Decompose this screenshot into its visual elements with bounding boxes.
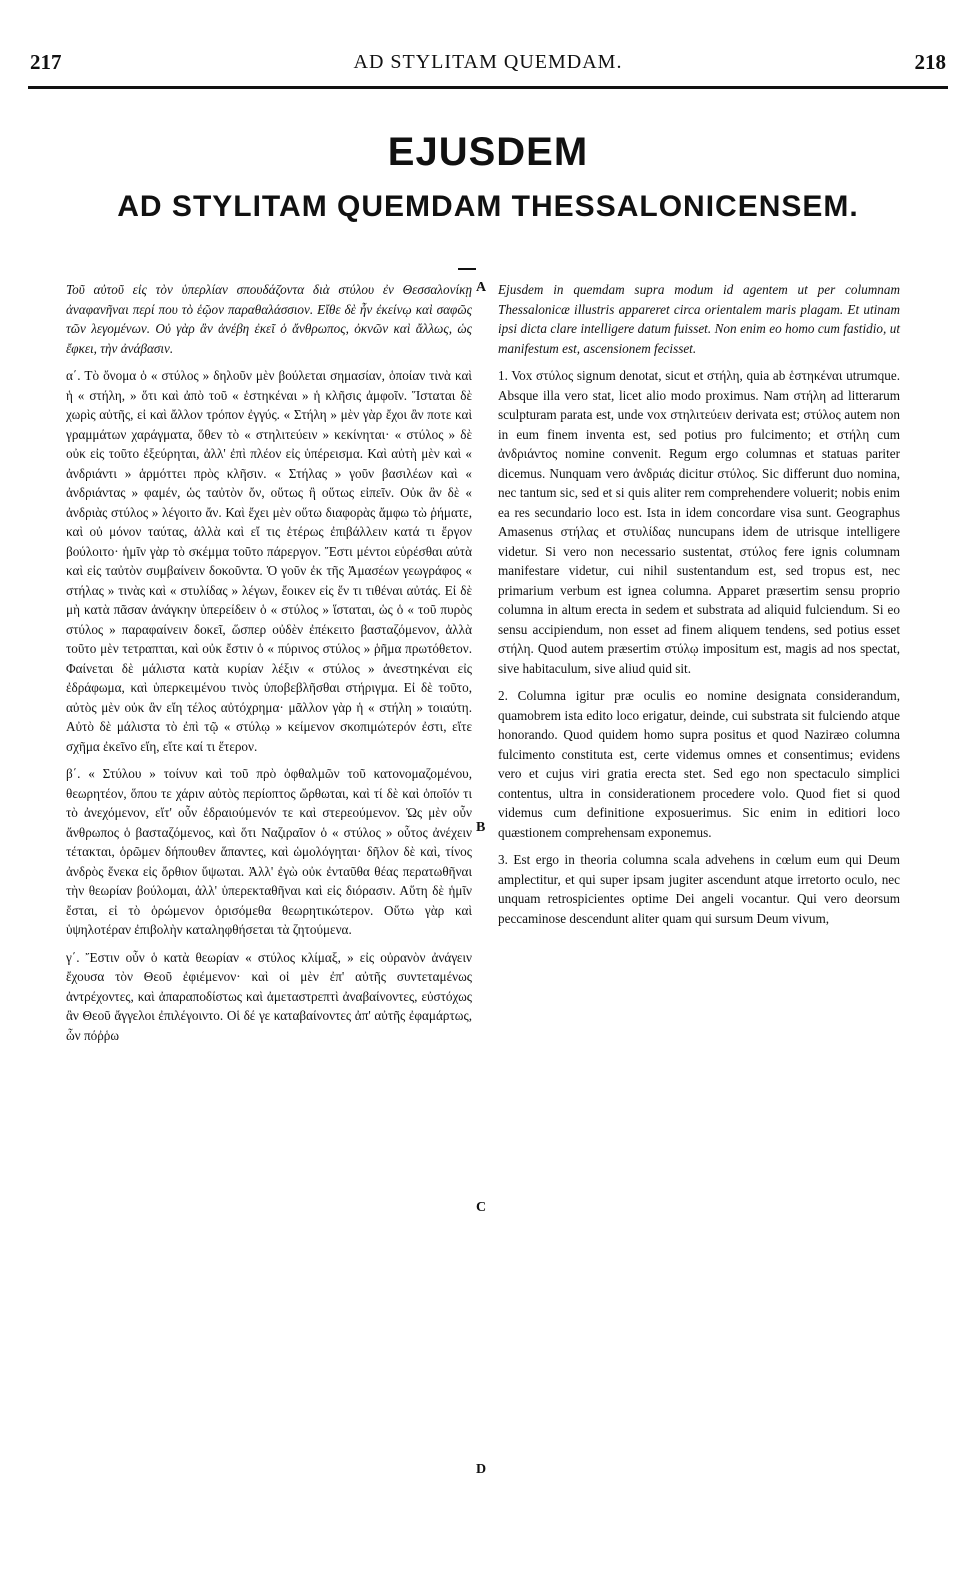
greek-paragraph-3: γ΄. Ἔστιν οὖν ὁ κατὰ θεωρίαν « στύλος κλίμαξ, » εἰς οὐρανὸν ἀνάγειν ἔχουσα τὸν Θεοῦ ἐφιέμενον· καὶ οἱ μὲν ἐπ' αὐτῆς συντεταμένως ἀντρέχοντες, καὶ ἀπαραποδίστως καὶ ἀμεταστρεπτὶ ἀναβαίνοντες, εὐστόχως ἂν Θεοῦ ἄγγελοι ἐπιλέγοιντο. Οἱ δέ γε καταβαίνοντες ἀπ' αὐτῆς ἐφαμάρτως, ὧν πόῤῥω — [66, 949, 472, 1043]
latin-intro: Ejusdem in quemdam supra modum id agentem ut per columnam Thessalonicæ illustris appareret circa orientalem maris plagam. Et utinam ipsi dicta clare intelligere datum fuisset. Non enim eo homo cum fastidio, ut manifestum est, ascensionem fecisset. — [498, 282, 900, 356]
running-header — [30, 42, 946, 82]
latin-paragraph-3: 3. Est ergo in theoria columna scala advehens in cœlum eum qui Deum amplectitur, et qui super ipsam jugiter ascendunt atque irretorto oculo, nec unquam retrospicientes optime Dei angeli vocantur. Qui vero deorsum peccaminose descendunt aliter quam qui sursum Deum vivum, — [498, 852, 900, 926]
title-dash — [458, 268, 476, 270]
page-number-left: 217 — [30, 49, 62, 74]
margin-marker-b: B — [476, 820, 486, 835]
margin-marker-d: D — [476, 1462, 487, 1477]
greek-paragraph-2: β΄. « Στύλου » τοίνυν καὶ τοῦ πρὸ ὀφθαλμῶν τοῦ κατονομαζομένου, θεωρητέον, ὅπου τε χάριν αὐτὸς περίοπτος ὤρθωται, καὶ τί δὲ καὶ ὁποῖόν τι τὸ ἀνεχόμενον, εἴτ' οὖν ἐδραιούμενόν τε καὶ στερεούμενον. Ὡς μὲν οὖν ἄνθρωπος ὁ βασταζόμενος, καὶ ὅτι Ναζιραῖον ὁ « στύλος » οὗτος ἀνέχειν τέτακται, ὁρῶμεν δήπουθεν ἅπαντες, καὶ ὡμολόγηται· δῆλον δὲ καὶ, τίνος ἀνδρὸς ἕνεκα εἰς ὄρθιον ὕψωται. Ἀλλ' ἐγὼ οὐκ ἐνταῦθα θέας περατωθῆναι τὴν θεωρίαν βούλομαι, ἀλλ' ὑπερεκταθῆναι καὶ εἰς διόρασιν. Αὕτη δὲ ἡμῖν ἔσται, εἰ τὸ ὁρώμενον ὁρισόμεθα θεωρητικώτερον. Οὕτω γὰρ καὶ ὑψηλοτέραν ἐπιβολὴν καταληφθήσεται τὰ ζητούμενα. — [66, 766, 472, 937]
latin-paragraph-2: 2. Columna igitur præ oculis eo nomine designata considerandum, quamobrem ista edito loco erigatur, deinde, cui substrata sit fulciendo atque honorando. Quod quidem homo supra positus et quod Naziræo columna fulcimento constituta est, certe videmus omnes et consentimus; evidens vero et cujus viri gratia erecta stet. Sed ego non spectaculo simplici contentus, ultra in considerationem procedere volo. Quod fiet si quod videmus cum definitione exposuerimus. Sic enim in editiori loco quæstionem comprehensam exponemus. — [498, 688, 900, 840]
latin-column — [498, 280, 900, 928]
page-number-right: 218 — [914, 49, 946, 74]
page-title: EJUSDEM — [387, 130, 589, 174]
margin-marker-a: A — [476, 280, 487, 295]
page-subtitle: AD STYLITAM QUEMDAM THESSALONICENSEM. — [117, 190, 859, 223]
greek-column — [66, 280, 472, 1045]
header-rule — [28, 86, 948, 89]
greek-intro: Τοῦ αὐτοῦ εἰς τὸν ὑπερλίαν σπουδάζοντα διὰ στύλου ἐν Θεσσαλονίκῃ ἀναφανῆναι περί που τὸ ἑῷον παραθαλάσσιον. Εἴθε δὲ ἦν ἐκείνῳ καὶ σαφῶς τῶν λεγομένων. Οὐ γὰρ ἂν ἀνέβη ἐκεῖ ὁ ἄνθρωπος, ὀκνῶν καὶ ἄλλως, ὡς ἔφκει, τὴν ἀνάβασιν. — [66, 282, 472, 356]
margin-marker-c: C — [476, 1200, 487, 1215]
greek-paragraph-1: α΄. Τὸ ὄνομα ὁ « στύλος » δηλοῦν μὲν βούλεται σημασίαν, ὁποίαν τινὰ καὶ ἡ « στήλη, » ὅτι καὶ ἀπὸ τοῦ « ἑστηκέναι » ἡ κλῆσις ἀμφοῖν. Ἵσταται δὲ χωρὶς αὐτῆς, εἰ καὶ ἄλλον τρόπον ἐγγύς. « Στήλη » μὲν γὰρ ἔχοι ἂν ποτε καὶ γραμμάτων χαράγματα, ὅθεν τὸ « στηλιτεύειν » κεκίνηται· « στύλος » δὲ οὐκ εἰς τοῦτο ἐξεύρηται, ἀλλ' ἐπὶ πλέον εἰς ὑπέρεισμα. Καὶ αὐτὴ μὲν καὶ « ἀνδριάντι » ἁρμόττει πρὸς κλῆσιν. « Στήλας » γοῦν βασιλέων καὶ « ἀνδριάντας » φαμέν, ὡς ταὐτὸν ὄν, οὕτως ἢ οὕτως εἰπεῖν. Οὐκ ἂν δὲ « ἀνδριὰς στύλος » λέγοιτο ἄν. Καὶ ἔχει μὲν οὕτω διαφορὰς ἄμφω τὼ ῥήματε, καὶ οὐ μόνον ταύτας, ἀλλὰ καὶ εἴ τις ἑτέρως ἐπιβάλλειν κατά τι ἔργον βούλοιτο· ἡμῖν γὰρ τὸ σκέμμα τοῦτο πάρεργον. Ἔστι μέντοι εὑρέσθαι αὐτὰ καὶ εἰς ταὐτὸν συμβαίνειν δοκοῦντα. Ὁ γοῦν ἐκ τῆς Ἀμασέων γεωγράφος « στήλας » τινὰς καὶ « στυλίδας » λέγων, ἔοικεν εἰς ἕν τι τιθέναι αὐτάς. Εἰ δὲ μὴ κατὰ πᾶσαν ἀνάγκην ὑπερείδειν ὁ « στύλος » ἵσταται, ὡς ὁ « τοῦ πυρὸς στύλος » παραφαίνειν δοκεῖ, ὥσπερ οὐδὲν ἐπέκειτο βασταζόμενον, ἀλλὰ τοῦτο μὲν τετραπται, καὶ οὐκ ἔστιν ὁ « πύρινος στύλος » ῥῆμα πρωτόθετον. Φαίνεται δὲ μάλιστα κατὰ κυρίαν λέξιν « στύλος » ἀνεστηκέναι εἰς ἐδράφωμα, καὶ ὑπερκειμένου τινὸς ὑποβεβλῆσθαι στήριγμα. Εἰ δὲ τοῦτο, αὐτὸς μὲν οὐκ ἂν εἴη τέλος αὐτόχρημα· μᾶλλον γὰρ ἡ « στήλη » τοιαύτη. Αὐτὸ δὲ μάλιστα τὸ ἐπὶ τῷ « στύλῳ » κείμενον σκοπιμώτερόν ἐστι, εἴτε σχῆμα ἐκεῖνο εἴη, εἴτε καί τι ἕτερον. — [66, 368, 472, 754]
latin-paragraph-1: 1. Vox στύλος signum denotat, sicut et στήλη, quia ab ἑστηκέναι utrumque. Absque illa vero stat, licet alio modo proximus. Nam στήλη ad litterarum sculpturam parata est, unde vox στηλιτεύειν derivata est; στύλος autem non in eum finem inventa est, sed potius pro fulcimento; et στήλη cum ἀνδριάντος nomine convenit. Regum ergo columnas et statuas pariter dicemus. Nunquam vero ἀνδριάς dicitur στύλος. Sic differunt duo nomina, nec tantum sic, sed et si quis aliter rem comprehendere voluerit; nobis enim ea res secundario loco est. Ista in idem concordare visa sunt. Geographus Amasenus στήλας et στυλίδας nuncupans idem de utrisque intelligere videtur. Si vero non necessario sustentat, στύλος fere ignis columnam manifestare videtur, cui nihil sustentandum est, sed tropus est, nec primarium verbum est ignea columna. Apparet præsertim sensu proprio columna in altum erecta in sedem et substrata ad aliquid fulciendum. Si eo sensu accipiendum, non esset ad finem aliquem tendens, sed potius esset στήλη. Quod autem præsertim στύλῳ impositum est, magis ad nos spectat, sive habitaculum, sive aliud quid sit. — [498, 368, 900, 676]
running-title: AD STYLITAM QUEMDAM. — [353, 50, 623, 73]
